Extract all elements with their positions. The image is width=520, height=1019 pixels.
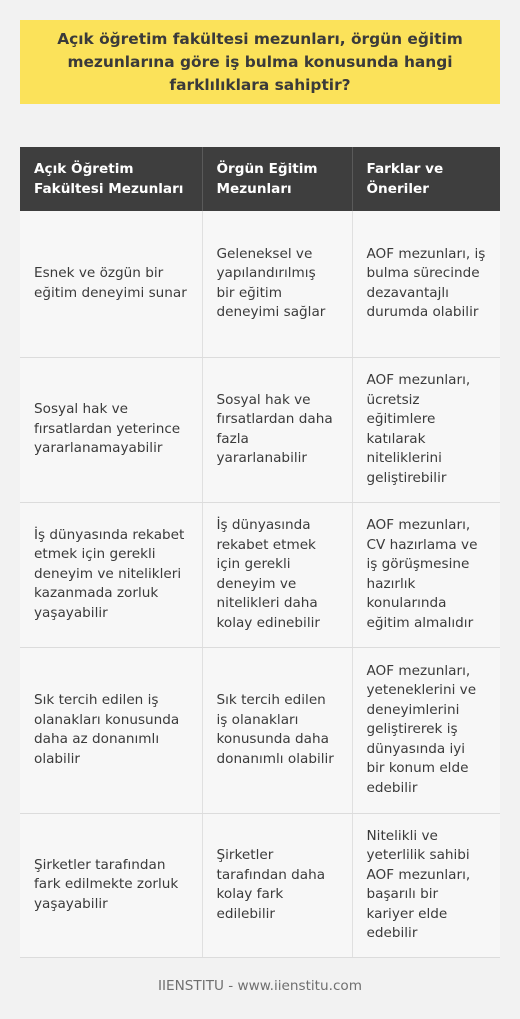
header-row (20, 147, 500, 211)
table-cell: AOF mezunları, ücretsiz eğitimlere katılarak niteliklerini geliştirebilir (352, 357, 500, 502)
table-cell: Esnek ve özgün bir eğitim deneyimi sunar (20, 211, 202, 357)
table-cell: Sosyal hak ve fırsatlardan daha fazla yararlanabilir (202, 357, 352, 502)
table-row (20, 502, 500, 647)
table-cell: Geleneksel ve yapılandırılmış bir eğitim deneyimi sağlar (202, 211, 352, 357)
table-cell: Şirketler tarafından fark edilmekte zorluk yaşayabilir (20, 813, 202, 957)
table-row (20, 211, 500, 357)
table-cell: Sosyal hak ve fırsatlardan yeterince yararlanamayabilir (20, 357, 202, 502)
header-formal-education: Örgün Eğitim Mezunları (202, 147, 352, 211)
table-row (20, 357, 500, 502)
table-row (20, 647, 500, 813)
table-cell: Şirketler tarafından daha kolay fark edilebilir (202, 813, 352, 957)
table-cell: İş dünyasında rekabet etmek için gerekli deneyim ve nitelikleri kazanmada zorluk yaşayabilir (20, 502, 202, 647)
table-cell: İş dünyasında rekabet etmek için gerekli deneyim ve nitelikleri daha kolay edinebilir (202, 502, 352, 647)
header-open-education: Açık Öğretim Fakültesi Mezunları (20, 147, 202, 211)
table-cell: Sık tercih edilen iş olanakları konusunda daha donanımlı olabilir (202, 647, 352, 813)
table-cell: AOF mezunları, CV hazırlama ve iş görüşmesine hazırlık konularında eğitim almalıdır (352, 502, 500, 647)
table-cell: Nitelikli ve yeterlilik sahibi AOF mezunları, başarılı bir kariyer elde edebilir (352, 813, 500, 957)
table-body (20, 211, 500, 957)
table-header (20, 147, 500, 211)
comparison-table (20, 147, 500, 958)
table-row (20, 813, 500, 957)
header-differences: Farklar ve Öneriler (352, 147, 500, 211)
title-banner (20, 20, 500, 104)
table-cell: Sık tercih edilen iş olanakları konusunda daha az donanımlı olabilir (20, 647, 202, 813)
table-cell: AOF mezunları, yeteneklerini ve deneyimlerini geliştirerek iş dünyasında iyi bir konum elde edebilir (352, 647, 500, 813)
footer-credit: IIENSTITU - www.iienstitu.com (158, 978, 362, 994)
table-cell: AOF mezunları, iş bulma sürecinde dezavantajlı durumda olabilir (352, 211, 500, 357)
page-title: Açık öğretim fakültesi mezunları, örgün eğitim mezunlarına göre iş bulma konusunda hangi farklılıklara sahiptir? (57, 29, 463, 94)
